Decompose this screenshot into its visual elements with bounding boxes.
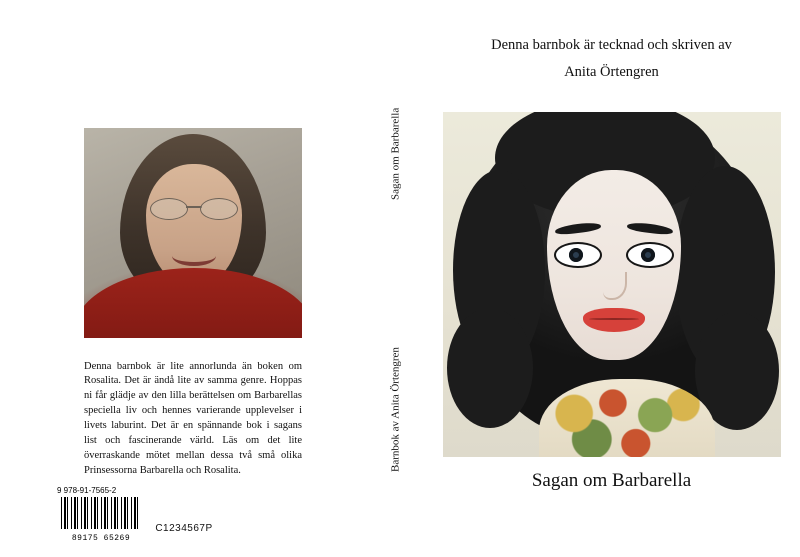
back-cover-blurb: Denna barnbok är lite annorlunda än boken om Rosalita. Det är ändå lite av samma genre. Hoppas ni får glädje av den lilla berättelsen om Barbarellas speciella liv och hennes varierande upplevelser i livets laburint. Det är en spännande bok i sagans list och fascinerande värld. Läs om det lite överraskande mötet mellan dessa två små olika Prinsessorna Barbarella och Rosalita. [84,360,302,476]
front-credit-block [423,32,800,86]
art-hair-lower-left [447,308,533,428]
glasses-right-lens [200,198,238,220]
product-code: C1234567P [155,523,213,534]
front-cover-title: Sagan om Barbarella [531,470,692,491]
author-portrait-photo [84,128,302,338]
spine-title: Sagan om Barbarella [389,107,402,201]
barbarella-portrait-illustration [443,112,781,457]
back-cover-panel [0,0,368,557]
isbn-text: 9 978-91-7565-2 [57,486,117,495]
art-right-pupil [641,248,655,262]
barcode [57,495,145,543]
front-cover-panel [423,0,800,557]
front-credit-line-1: Denna barnbok är tecknad och skriven av [491,37,732,53]
book-spine [368,0,423,557]
photo-smile [172,246,216,266]
art-left-pupil [569,248,583,262]
glasses-icon [150,198,238,218]
glasses-left-lens [150,198,188,220]
spine-subtitle: Barnbok av Anita Örtengren [389,347,402,473]
barcode-digits: 89175 65269 [71,534,131,543]
front-credit-line-2: Anita Örtengren [564,63,659,80]
